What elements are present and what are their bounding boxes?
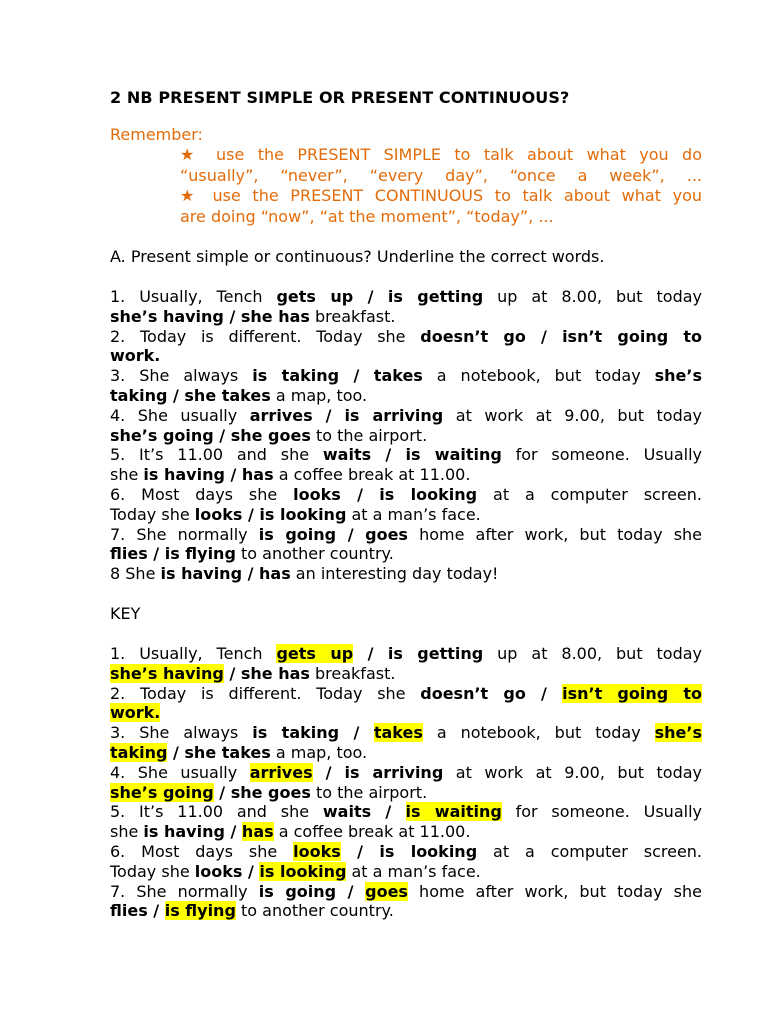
exercise-line: 8 She is having / has an interesting day today! (110, 564, 499, 584)
highlighted-answer: she’s going (110, 782, 214, 802)
remember-bullet-continuous (180, 186, 702, 227)
key-line (110, 703, 702, 723)
exercise-line: 5. It’s 11.00 and she waits / is waiting for someone. Usually (110, 445, 702, 465)
remember-bullet-simple (180, 145, 702, 186)
key-line: 4. She usually arrives / is arriving at work at 9.00, but today (110, 762, 702, 782)
key-line: Today she looks / is looking at a man’s face. (110, 861, 481, 881)
exercise-line: work. (110, 346, 161, 366)
key-line: 5. It’s 11.00 and she waits / is waiting for someone. Usually (110, 802, 702, 822)
highlighted-answer: is flying (164, 901, 236, 921)
exercise-line: 4. She usually arrives / is arriving at work at 9.00, but today (110, 405, 702, 425)
exercise-line: 7. She normally is going / goes home after work, but today she (110, 524, 703, 544)
exercise-line: taking / she takes a map, too. (110, 385, 368, 405)
bullet-line: are doing “now”, “at the moment”, “today”, ... (180, 206, 554, 226)
exercise-line: 6. Most days she looks / is looking at a computer screen. (110, 484, 702, 504)
bullet-line: “usually”, “never”, “every day”, “once a week”, ... (180, 165, 702, 185)
key-line: flies / is flying to another country. (110, 901, 394, 921)
highlighted-answer: she’s (654, 723, 703, 743)
page-title: 2 NB PRESENT SIMPLE OR PRESENT CONTINUOUS? (110, 88, 570, 107)
highlighted-answer: work. (110, 703, 161, 723)
key-heading: KEY (110, 604, 141, 623)
highlighted-answer: goes (365, 881, 408, 901)
key-line: she is having / has a coffee break at 11.00. (110, 822, 471, 842)
exercise-line: 3. She always is taking / takes a notebook, but today she’s (110, 366, 702, 386)
key-line: she’s going / she goes to the airport. (110, 782, 428, 802)
key-line: taking / she takes a map, too. (110, 742, 368, 762)
highlighted-answer: she’s having (110, 663, 224, 683)
exercise-line: flies / is flying to another country. (110, 544, 394, 564)
highlighted-answer: takes (373, 723, 423, 743)
exercise-line: Today she looks / is looking at a man’s face. (110, 504, 481, 524)
key-line: 6. Most days she looks / is looking at a computer screen. (110, 841, 703, 861)
highlighted-answer: taking (110, 742, 168, 762)
key-line: 2. Today is different. Today she doesn’t go / isn’t going to (110, 683, 703, 703)
highlighted-answer: looks (293, 841, 341, 861)
exercise-line: she’s having / she has breakfast. (110, 306, 396, 326)
highlighted-answer: arrives (249, 762, 313, 782)
exercise-instruction: A. Present simple or continuous? Underline the correct words. (110, 247, 605, 266)
bullet-line: ★ use the PRESENT SIMPLE to talk about what you do (180, 145, 702, 164)
highlighted-answer: is looking (259, 861, 347, 881)
key-line: 7. She normally is going / goes home after work, but today she (110, 881, 703, 901)
exercise-line: 2. Today is different. Today she doesn’t go / isn’t going to (110, 326, 703, 346)
answer-key-list (110, 644, 702, 921)
highlighted-answer: isn’t going to (562, 683, 703, 703)
highlighted-answer: gets up (276, 644, 354, 663)
key-line: she’s having / she has breakfast. (110, 663, 396, 683)
exercise-line: she is having / has a coffee break at 11.00. (110, 465, 471, 485)
highlighted-answer: has (241, 822, 274, 842)
key-line: 1. Usually, Tench gets up / is getting up at 8.00, but today (110, 644, 703, 663)
bullet-line: ★ use the PRESENT CONTINUOUS to talk about what you (180, 186, 702, 205)
key-line: 3. She always is taking / takes a notebook, but today she’s (110, 723, 703, 743)
exercise-line: 1. Usually, Tench gets up / is getting up at 8.00, but today (110, 287, 703, 306)
remember-label: Remember: (110, 125, 203, 144)
exercise-line: she’s going / she goes to the airport. (110, 425, 428, 445)
exercise-list (110, 287, 702, 584)
highlighted-answer: is waiting (405, 802, 502, 822)
